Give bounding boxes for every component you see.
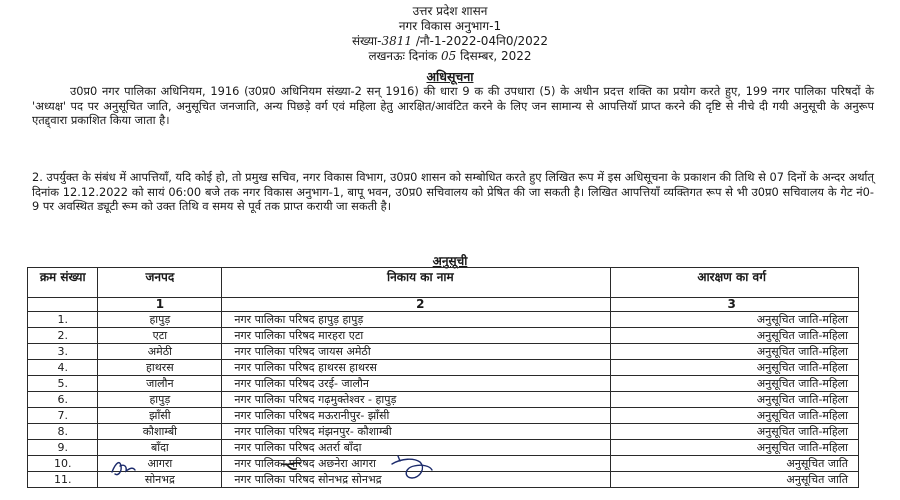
table-row [28,328,859,344]
cell-serial: 6. [28,392,98,408]
date-suffix: दिसम्बर, 2022 [456,49,532,63]
cell-district: एटा [98,328,222,344]
cell-district: कौशाम्बी [98,424,222,440]
cell-body-name: नगर पालिका परिषद गढ़मुक्तेश्वर - हापुड़ [222,392,611,408]
cell-body-name: नगर पालिका परिषद हापुड़ हापुड़ [222,312,611,328]
header-reference-number [0,35,900,47]
cell-body-name: नगर पालिका परिषद उरई- जालौन [222,376,611,392]
cell-district: सोनभद्र [98,472,222,488]
cell-serial: 1. [28,312,98,328]
cell-body-name: नगर पालिका परिषद अतर्रा बाँदा [222,440,611,456]
cell-body-name: नगर पालिका परिषद जायस अमेठी [222,344,611,360]
table-row [28,312,859,328]
cell-category: अनुसूचित जाति-महिला [611,344,859,360]
header-district: जनपद [98,268,222,298]
cell-serial: 7. [28,408,98,424]
cell-district: अमेठी [98,344,222,360]
cell-category: अनुसूचित जाति-महिला [611,312,859,328]
cell-serial: 8. [28,424,98,440]
cell-body-name: नगर पालिका परिषद मऊरानीपुर- झाँसी [222,408,611,424]
table-row [28,392,859,408]
signature-initial-2 [282,463,300,469]
header-state-government: उत्तर प्रदेश शासन [412,4,488,18]
column-number-0 [28,298,98,312]
cell-body-name: नगर पालिका परिषद मंझनपुर- कौशाम्बी [222,424,611,440]
cell-district: जालौन [98,376,222,392]
table-row [28,344,859,360]
reference-suffix: /नौ-1-2022-04नि0/2022 [412,34,549,48]
cell-category: अनुसूचित जाति [611,472,859,488]
column-number-2: 2 [222,298,611,312]
reference-handwritten-number: 3811 [381,34,413,48]
cell-category: अनुसूचित जाति-महिला [611,360,859,376]
table-header-row [28,268,859,298]
header-date-line [0,50,900,62]
cell-serial: 4. [28,360,98,376]
table-row [28,408,859,424]
cell-serial: 5. [28,376,98,392]
cell-district: झाँसी [98,408,222,424]
cell-serial: 2. [28,328,98,344]
cell-body-name: नगर पालिका परिषद हाथरस हाथरस [222,360,611,376]
cell-category: अनुसूचित जाति-महिला [611,408,859,424]
cell-serial: 10. [28,456,98,472]
date-prefix: लखनऊः दिनांक [368,49,442,63]
cell-serial: 3. [28,344,98,360]
cell-category: अनुसूचित जाति-महिला [611,392,859,408]
paragraph-1: उ0प्र0 नगर पालिका अधिनियम, 1916 (उ0प्र0 अधिनियम संख्या-2 सन् 1916) की धारा 9 क की उपधारा (5) के अधीन प्रदत्त शक्ति का प्रयोग करते हुए, 199 नगर पालिका परिषदों के 'अध्यक्ष' पद पर अनुसूचित जाति, अनुसूचित जनजाति, अन्य पिछड़े वर्ग एवं महिला हेतु आरक्षित/आवंटित करने के लिए जन सामान्य से आपत्तियॉ प्राप्त करने की दृष्टि से नीचे दी गयी अनुसूची के अनुरूप एतद्द्वारा प्रकाशित किया जाता है। [32,84,874,128]
table-row [28,424,859,440]
cell-district: हापुड़ [98,312,222,328]
cell-serial: 9. [28,440,98,456]
signature-initial-1 [112,463,135,475]
cell-district: हापुड़ [98,392,222,408]
paragraph-2: 2. उपर्युक्त के संबंध में आपत्तियॉं, यदि कोई हो, तो प्रमुख सचिव, नगर विकास विभाग, उ0प्र0 शासन को सम्बोधित करते हुए लिखित रूप में इस अधिसूचना के प्रकाशन की तिथि से 07 दिनों के अन्दर अर्थात् दिनांक 12.12.2022 को सायं 06:00 बजे तक नगर विकास अनुभाग-1, बापू भवन, उ0प्र0 सचिवालय को प्रेषित की जा सकती है। लिखित आपत्तियॉं व्यक्तिगत रूप से भी उ0प्र0 सचिवालय के गेट नं0-9 पर अवस्थित ड्यूटी रूम को उक्त तिथि व समय से पूर्व तक प्राप्त करायी जा सकती है। [32,170,875,214]
cell-category: अनुसूचित जाति-महिला [611,328,859,344]
header-reservation-category: आरक्षण का वर्ग [611,268,859,298]
initials-signatures [0,452,900,492]
table-row [28,376,859,392]
cell-district: आगरा [98,456,222,472]
header-serial: क्रम संख्या [28,268,98,298]
cell-body-name: नगर पालिका परिषद अछनेरा आगरा [222,456,611,472]
cell-district: बाँदा [98,440,222,456]
date-handwritten-day: 05 [441,49,457,63]
cell-category: अनुसूचित जाति-महिला [611,424,859,440]
cell-category: अनुसूचित जाति-महिला [611,440,859,456]
cell-category: अनुसूचित जाति [611,456,859,472]
table-row [28,360,859,376]
notification-title-text: अधिसूचना [426,69,474,84]
signature-initial-3 [392,456,432,478]
notification-title [0,68,900,85]
cell-serial: 11. [28,472,98,488]
column-number-3: 3 [611,298,859,312]
cell-category: अनुसूचित जाति-महिला [611,376,859,392]
header-body-name: निकाय का नाम [222,268,611,298]
reference-prefix: संख्या- [351,34,382,48]
schedule-title-text: अनुसूची [432,254,468,268]
column-number-1: 1 [98,298,222,312]
header-department: नगर विकास अनुभाग-1 [398,19,502,33]
cell-body-name: नगर पालिका परिषद सोनभद्र सोनभद्र [222,472,611,488]
table-column-number-row [28,298,859,312]
cell-district: हाथरस [98,360,222,376]
cell-body-name: नगर पालिका परिषद मारहरा एटा [222,328,611,344]
